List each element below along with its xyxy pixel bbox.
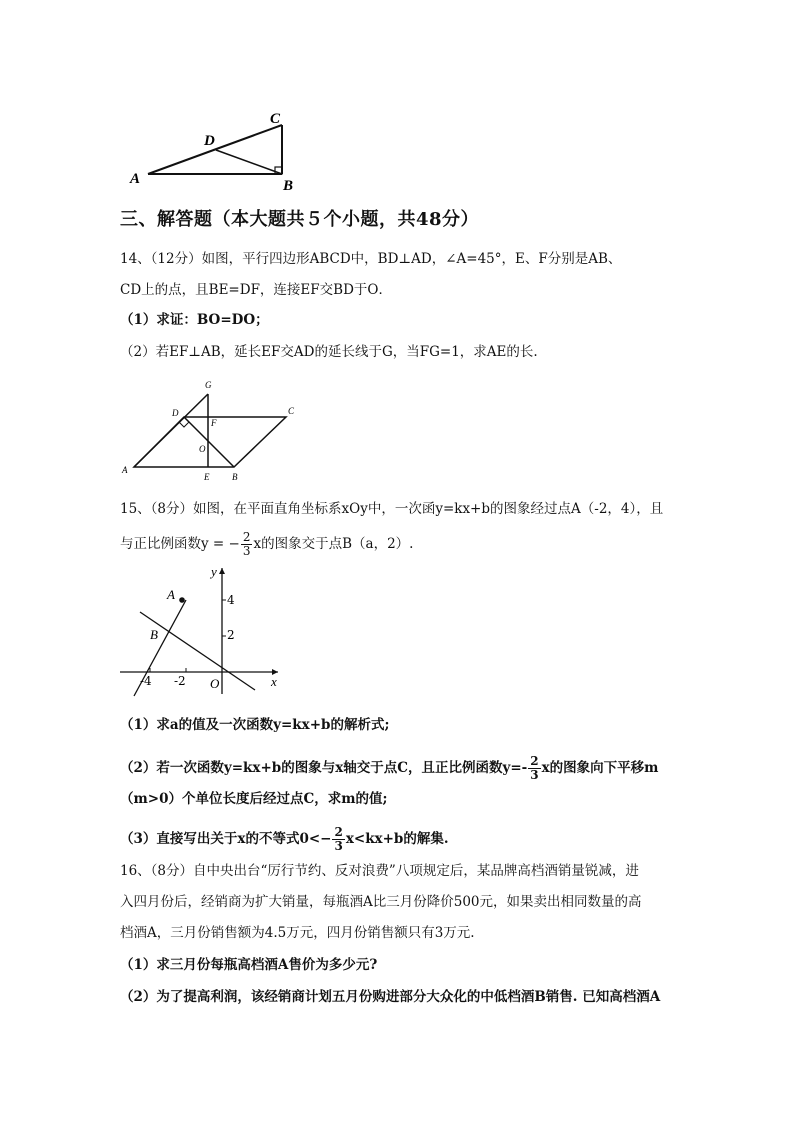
q15-part2	[120, 755, 680, 782]
label-y4: 4	[227, 593, 235, 607]
q15-line2	[120, 531, 680, 558]
line-proportional	[140, 612, 255, 690]
q15-line2-pre: 与正比例函数y = −	[120, 536, 240, 552]
q14-line2: CD上的点，且BE=DF，连接EF交BD于O．	[120, 282, 392, 298]
label-xm4: -4	[140, 674, 152, 688]
q15-part1: （1）求a的值及一次函数y=kx+b的解析式;	[120, 717, 390, 733]
fraction-numerator: 2	[530, 754, 539, 768]
label-y: y	[211, 564, 217, 579]
q14-part1: （1）求证：BO=DO；	[120, 312, 269, 328]
y-arrow	[219, 568, 225, 574]
q15-part2-post: x的图象向下平移m	[541, 760, 659, 776]
q15-part2-line2: （m>0）个单位长度后经过点C，求m的值;	[120, 791, 388, 807]
fraction-denominator: 3	[334, 839, 343, 853]
label-D: D	[172, 408, 179, 418]
label-x: x	[271, 674, 277, 689]
label-A: A	[167, 587, 175, 602]
fraction-numerator: 2	[334, 825, 343, 839]
q16-line3: 档酒A，三月份销售额为4.5万元，四月份销售额只有3万元.	[120, 925, 475, 941]
q15-fraction	[241, 531, 253, 558]
triangle-figure	[120, 105, 320, 197]
label-xm2: -2	[174, 674, 186, 688]
parallelogram-figure	[118, 376, 308, 486]
label-A: A	[130, 171, 141, 187]
q16-part2: （2）为了提高利润，该经销商计划五月份购进部分大众化的中低档酒B销售. 已知高档酒A	[120, 989, 661, 1005]
fraction-numerator: 2	[242, 530, 251, 544]
point-A	[179, 597, 185, 603]
label-B: B	[283, 178, 294, 194]
label-B: B	[150, 627, 158, 642]
label-O: O	[199, 444, 206, 454]
section-title: 三、解答题（本大题共５个小题，共48分）	[120, 209, 480, 230]
label-F: F	[211, 418, 217, 428]
q15-part2-fraction	[528, 755, 540, 782]
q15-part2-pre: （2）若一次函数y=kx+b的图象与x轴交于点C，且正比例函数y=-	[120, 760, 528, 776]
q14-line1: 14、（12分）如图，平行四边形ABCD中，BD⊥AD，∠A=45°，E、F分别是AB、	[120, 251, 622, 267]
q15-part3	[120, 826, 680, 853]
q16-line2: 入四月份后，经销商为扩大销量，每瓶酒A比三月份降价500元，如果卖出相同数量的高	[120, 894, 642, 910]
label-E: E	[204, 472, 210, 482]
q15-part3-pre: （3）直接写出关于x的不等式0<−	[120, 831, 332, 847]
label-B: B	[232, 472, 238, 482]
label-C: C	[288, 406, 295, 416]
label-G: G	[205, 380, 212, 390]
label-O: O	[210, 676, 220, 691]
label-D: D	[204, 133, 215, 149]
segment-DB	[216, 150, 282, 174]
q15-part3-fraction	[332, 826, 344, 853]
label-y2: 2	[227, 628, 235, 642]
q16-line1: 16、（8分）自中央出台“厉行节约、反对浪费”八项规定后，某品牌高档酒销量锐减，进	[120, 863, 639, 879]
q14-part2: （2）若EF⊥AB，延长EF交AD的延长线于G，当FG=1，求AE的长.	[120, 344, 538, 360]
q16-part1: （1）求三月份每瓶高档酒A售价为多少元?	[120, 957, 378, 973]
q15-line1: 15、（8分）如图，在平面直角坐标系xOy中，一次函y=kx+b的图象经过点A（-2，4），且	[120, 501, 664, 517]
q15-part3-post: x<kx+b的解集.	[345, 831, 449, 847]
coordinate-figure	[118, 562, 288, 702]
label-A: A	[122, 465, 128, 475]
fraction-denominator: 3	[242, 544, 251, 558]
label-C: C	[270, 111, 281, 127]
q15-line2-post: x的图象交于点B（a，2）.	[253, 536, 414, 552]
fraction-denominator: 3	[530, 768, 539, 782]
segment-BD	[184, 417, 234, 467]
